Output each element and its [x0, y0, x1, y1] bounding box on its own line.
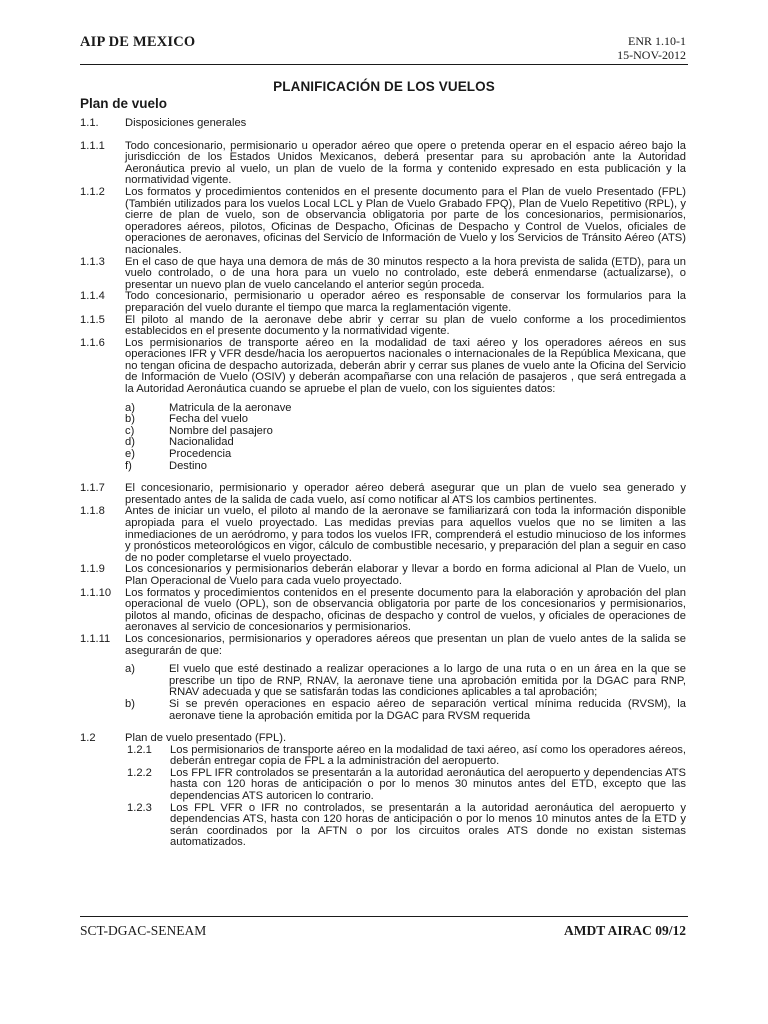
paragraph-text: Todo concesionario, permisionario u operador aéreo que opere o pretenda operar en el espacio aéreo bajo la jurisdicción de los Estados Unidos Mexicanos, deberá presentar para su aprobación ante la Autoridad Aeronáutica previo al vuelo, un plan de vuelo de la forma y contenido expresado en esta publicación y la normatividad vigente. [125, 139, 686, 187]
paragraph-number: 1.1.8 [80, 505, 105, 518]
paragraph-text: Los concesionarios y permisionarios deberán elaborar y llevar a bordo en forma adicional al Plan de Vuelo, un Plan Operacional de Vuelo para cada vuelo proyectado. [125, 563, 686, 587]
list-text: Procedencia [169, 448, 232, 461]
paragraph [80, 291, 686, 314]
paragraph [80, 483, 686, 506]
paragraph-text: En el caso de que haya una demora de más de 30 minutos respecto a la hora prevista de salida (ETD), para un vuelo controlado, o de una hora para un vuelo no controlado, este deberá enmendarse (actualizarse), o presentar un nuevo plan de vuelo cancelando el anterior según proceda. [125, 255, 686, 291]
subparagraph-number: 1.2.1 [127, 743, 152, 756]
paragraph [80, 733, 686, 745]
paragraph-number: 1.1.5 [80, 313, 105, 326]
subparagraph-number: 1.2.3 [127, 801, 152, 814]
paragraph-number: 1.1.2 [80, 185, 105, 198]
header-date: 15-NOV-2012 [617, 48, 686, 62]
paragraph [80, 564, 686, 587]
list-item [125, 664, 686, 699]
list-letter: f) [125, 459, 132, 472]
paragraph [80, 141, 686, 187]
paragraph-text: Todo concesionario, permisionario u operador aéreo es responsable de conservar los formularios para la preparación del vuelo durante el tiempo que marca la reglamentación vigente. [125, 290, 686, 314]
list-text: Si se prevén operaciones en espacio aéreo de separación vertical mínima reducida (RVSM), la aeronave tiene la aprobación emitida por la DGAC para RVSM requerida [169, 697, 686, 722]
list-text: El vuelo que esté destinado a realizar operaciones a lo largo de una ruta o en un área en la que se prescribe un tipo de RNP, RNAV, la aeronave tiene una aprobación emitida por la DGAC para RNP, RNAV adecuada y que se satisfarán todas las condiciones aplicables a tal aprobación; [169, 663, 686, 699]
footer-rule [80, 916, 688, 917]
paragraph-text: Los concesionarios, permisionarios y operadores aéreos que presentan un plan de vuelo antes de la salida se asegurarán de que: [125, 632, 686, 657]
paragraph-number: 1.1.1 [80, 139, 105, 152]
paragraph-number: 1.1.11 [80, 632, 111, 645]
paragraph [80, 338, 686, 396]
list-item [125, 449, 686, 461]
list-item [125, 461, 686, 473]
paragraph-text: El piloto al mando de la aeronave debe abrir y cerrar su plan de vuelo conforme a los procedimientos establecidos en el presente documento y la normatividad vigente. [125, 313, 686, 338]
header-ref-code: ENR 1.10-1 [628, 34, 686, 48]
paragraph-number: 1.1.10 [80, 586, 112, 599]
paragraph-text: Antes de iniciar un vuelo, el piloto al mando de la aeronave se familiarizará con toda la información disponible apropiada para el vuelo proyectado. Las medidas previas para aquellos vuelos que no se limiten a las inmediaciones de un aeródromo, y para todos los vuelos IFR, comprenderá el estudio minucioso de los informes y pronósticos meteorológicos en vigor, cálculo de combustible necesario, y preparación del plan a seguir en caso de no poder completarse el vuelo proyectado. [125, 505, 686, 564]
paragraph-text: Los formatos y procedimientos contenidos en el presente documento para la elaboración y aprobación del plan operacional de vuelo (OPL), son de observancia obligatoria por parte de los concesionarios y permisionarios, pilotos al mando, oficinas de despacho, oficinas de despacho y control de vuelos, y oficiales de operaciones de aeronaves al servicio de concesionarios y permisionarios. [125, 586, 686, 634]
list-text: Matricula de la aeronave [169, 401, 292, 414]
subparagraph-number: 1.2.2 [127, 766, 152, 779]
list-letter: e) [125, 448, 135, 461]
list-letter: d) [125, 436, 135, 449]
header-reference [617, 34, 686, 62]
subparagraph [127, 768, 686, 803]
paragraph [80, 634, 686, 657]
paragraph [80, 588, 686, 634]
subparagraph [127, 803, 686, 849]
paragraph-number: 1.1.3 [80, 255, 105, 268]
subparagraph-text: Los FPL IFR controlados se presentarán a la autoridad aeronáutica del aeropuerto y dependencias ATS hasta con 120 horas de anticipación o por lo menos 30 minutos antes del ETD, excepto que las dependencias ATS autoricen lo contrario. [170, 766, 686, 803]
paragraph-text: El concesionario, permisionario y operador aéreo deberá asegurar que un plan de vuelo sea generado y presentado antes de la salida de cada vuelo, así como notificar al ATS los cambios pertinentes. [125, 482, 686, 506]
subparagraph-text: Los FPL VFR o IFR no controlados, se presentarán a la autoridad aeronáutica del aeropuerto y dependencias ATS, hasta con 120 horas de anticipación o por lo menos 10 minutos antes de la ETD y serán coordinados por la AFTN o por los circuitos orales ATS donde no existan sistemas automatizados. [170, 801, 686, 849]
subparagraph [127, 745, 686, 768]
page-title: PLANIFICACIÓN DE LOS VUELOS [273, 79, 495, 94]
paragraph-number: 1.1.4 [80, 290, 105, 303]
list-letter: a) [125, 401, 135, 414]
list-text: Fecha del vuelo [169, 413, 248, 426]
list-letter: b) [125, 697, 135, 710]
paragraph [80, 187, 686, 257]
list-item [125, 699, 686, 722]
document-body [80, 118, 686, 849]
subparagraph-text: Los permisionarios de transporte aéreo en la modalidad de taxi aéreo, así como los operadores aéreos, deberán entregar copia de FPL a la administración del aeropuerto. [170, 743, 686, 768]
list-letter: a) [125, 663, 135, 676]
header-rule [80, 64, 688, 65]
list-letter: b) [125, 413, 135, 426]
list-text: Destino [169, 459, 207, 472]
footer-organization: SCT-DGAC-SENEAM [80, 923, 207, 938]
section-heading: Plan de vuelo [80, 96, 168, 111]
paragraph [80, 118, 686, 130]
paragraph-text: Los permisionarios de transporte aéreo en la modalidad de taxi aéreo y los operadores aéreos en sus operaciones IFR y VFR desde/hacia los aeropuertos nacionales o internacionales de la República Mexicana, que no tengan oficina de despacho autorizada, deberán abrir y cerrar sus planes de vuelo ante la Oficina del Servicio de Información de Vuelo (OSIV) y deberán acompañarse con una relación de pasajeros , que será entregada a la Autoridad Aeronáutica cuando se apruebe el plan de vuelo, con los siguientes datos: [125, 336, 686, 396]
paragraph [80, 315, 686, 338]
paragraph [80, 257, 686, 292]
paragraph-number: 1.1.9 [80, 563, 105, 576]
paragraph-number: 1.2 [80, 732, 96, 745]
paragraph-number: 1.1.7 [80, 482, 105, 495]
paragraph [80, 506, 686, 564]
paragraph-text: Los formatos y procedimientos contenidos en el presente documento para el Plan de vuelo Presentado (FPL) (También utilizados para los vuelos Local LCL y Plan de Vuelo Grabado FPQ), Plan de Vuelo Repetitivo (RPL), y cierre de plan de vuelo, son de observancia obligatoria por parte de los concesionarios, permisionarios, operadores aéreos, pilotos, Oficinas de Despacho, Oficinas de Despacho y Control de Vuelos, oficiales de operaciones de aeronaves, oficinas del Servicio de Información de Vuelo y los Servicios de Tránsito Aéreo (ATS) nacionales. [125, 185, 686, 256]
paragraph-text: Plan de vuelo presentado (FPL). [125, 732, 287, 745]
list-text: Nacionalidad [169, 436, 234, 449]
paragraph-text: Disposiciones generales [125, 117, 247, 129]
paragraph-number: 1.1.6 [80, 336, 105, 349]
paragraph-number: 1.1. [80, 117, 99, 129]
footer-amendment: AMDT AIRAC 09/12 [563, 923, 686, 938]
list-letter: c) [125, 424, 135, 437]
list-text: Nombre del pasajero [169, 424, 273, 437]
header-publication: AIP DE MEXICO [80, 34, 196, 50]
